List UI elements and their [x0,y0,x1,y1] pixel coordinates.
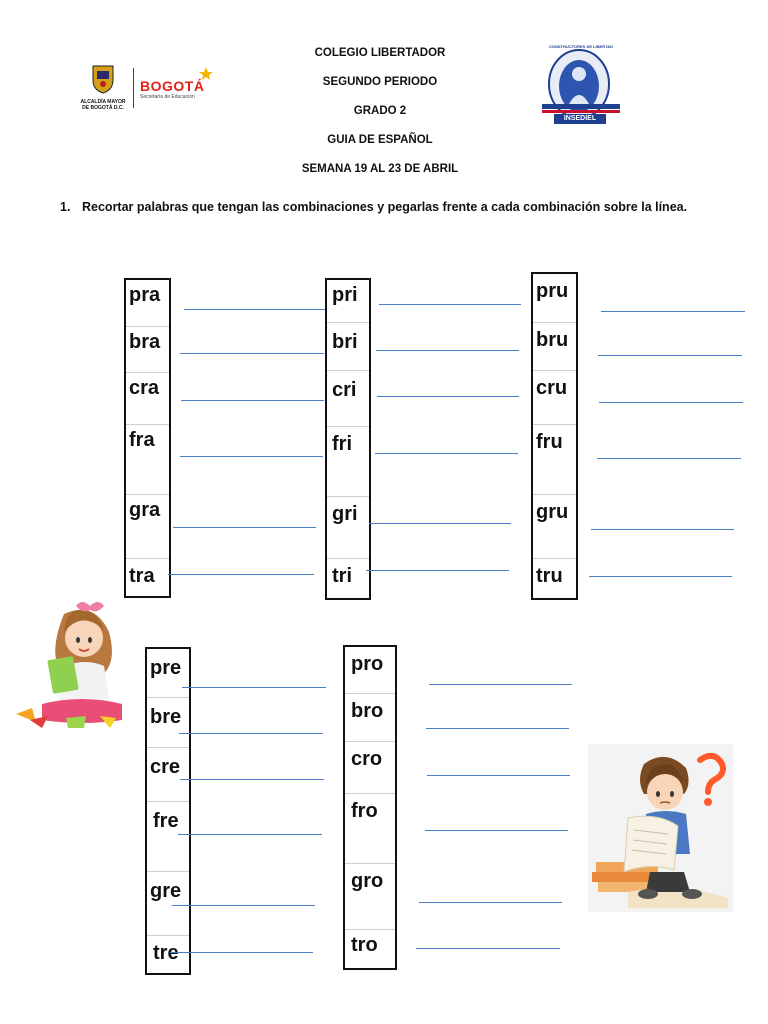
bogota-logo [140,72,220,112]
insediel-arc-text: CONSTRUCTORES DE LIBERTAD [548,44,614,49]
answer-line-bri[interactable] [376,350,519,351]
grade: GRADO 2 [353,105,407,117]
bogota-star-icon [198,66,214,82]
answer-line-cru[interactable] [599,402,743,403]
week: SEMANA 19 AL 23 DE ABRIL [301,163,459,175]
syllable-gru: gru [536,501,569,523]
answer-line-fre[interactable] [178,834,322,835]
cell-cre [147,747,189,802]
answer-line-gru[interactable] [591,529,734,530]
answer-line-cra[interactable] [181,400,324,401]
syllable-gri: gri [332,503,358,525]
cell-cra [126,372,169,425]
answer-line-cri[interactable] [377,396,519,397]
syllable-tra: tra [129,565,155,587]
cell-tre [147,935,189,974]
cell-fri [327,426,369,497]
insediel-logo [542,44,620,128]
logo-divider [133,68,134,108]
answer-line-gri[interactable] [369,523,511,524]
syllable-tro: tro [351,934,378,956]
answer-line-gra[interactable] [173,527,316,528]
cell-gro [345,863,395,930]
answer-line-gre[interactable] [172,905,315,906]
cell-bro [345,693,395,742]
answer-line-tro[interactable] [416,948,560,949]
cell-fre [147,801,189,872]
syllable-fre: fre [153,810,179,832]
syllable-tre: tre [153,942,179,964]
syllable-fru: fru [536,431,563,453]
syllable-pre: pre [150,657,182,679]
syllable-gro: gro [351,870,384,892]
syllable-column-pru [531,272,578,600]
syllable-bru: bru [536,329,569,351]
answer-line-pre[interactable] [182,687,326,688]
instruction-number: 1. [60,200,71,214]
syllable-pra: pra [129,284,161,306]
cell-pra [126,280,169,326]
cell-tru [533,558,576,599]
answer-line-cre[interactable] [180,779,324,780]
answer-line-fru[interactable] [597,458,741,459]
cell-bru [533,322,576,371]
cell-pro [345,647,395,693]
syllable-pru: pru [536,280,569,302]
alcaldia-text-2: DE BOGOTÁ D.C. [82,105,124,111]
syllable-pro: pro [351,653,384,675]
girl-cutting-paper-illustration [12,592,122,732]
syllable-column-pra [124,278,171,598]
answer-line-cro[interactable] [427,775,570,776]
syllable-tru: tru [536,565,563,587]
cell-gre [147,871,189,936]
syllable-gre: gre [150,880,182,902]
cell-pre [147,649,189,697]
alcaldia-logo [78,64,128,114]
cell-bre [147,697,189,748]
syllable-bri: bri [332,331,358,353]
cell-pru [533,274,576,322]
syllable-pri: pri [332,284,358,306]
cell-fra [126,424,169,495]
syllable-tri: tri [332,565,352,587]
instruction [60,200,687,214]
syllable-bre: bre [150,706,182,728]
syllable-column-pro [343,645,397,970]
cell-cri [327,370,369,427]
answer-line-bro[interactable] [426,728,569,729]
syllable-column-pre [145,647,191,975]
cell-tro [345,929,395,968]
alcaldia-text-1: ALCALDÍA MAYOR [80,99,126,105]
syllable-fro: fro [351,800,378,822]
answer-line-gro[interactable] [419,902,562,903]
syllable-column-pri [325,278,371,600]
syllable-gra: gra [129,499,161,521]
cell-tri [327,558,369,599]
guide-title: GUIA DE ESPAÑOL [327,134,433,146]
answer-line-tre[interactable] [170,952,313,953]
answer-line-bru[interactable] [598,355,742,356]
cell-bra [126,326,169,373]
cell-fru [533,424,576,495]
syllable-fri: fri [332,433,352,455]
answer-line-pra[interactable] [184,309,328,310]
secretaria-text: Secretaría de Educación [140,94,195,100]
answer-line-fra[interactable] [180,456,323,457]
school-name: COLEGIO LIBERTADOR [314,47,446,59]
syllable-cri: cri [332,379,357,401]
cell-gra [126,494,169,559]
insediel-label: INSEDIEL [563,115,597,122]
syllable-bro: bro [351,700,384,722]
cell-cro [345,741,395,794]
cell-cru [533,370,576,425]
answer-line-tri[interactable] [366,570,509,571]
answer-line-fri[interactable] [375,453,518,454]
syllable-bra: bra [129,331,161,353]
answer-line-pro[interactable] [429,684,572,685]
syllable-fra: fra [129,429,155,451]
cell-gri [327,496,369,559]
cell-fro [345,793,395,864]
answer-line-bra[interactable] [180,353,324,354]
cell-tra [126,558,169,597]
cell-pri [327,280,369,322]
instruction-text: Recortar palabras que tengan las combinaciones y pegarlas frente a cada combinación sobre la línea. [82,200,688,214]
answer-line-fro[interactable] [425,830,568,831]
answer-line-tra[interactable] [168,574,314,575]
boy-reading-question-illustration [588,744,733,912]
answer-line-pru[interactable] [601,311,745,312]
bogota-wordmark: BOGOTÁ [140,78,205,94]
cell-bri [327,322,369,371]
answer-line-pri[interactable] [379,304,521,305]
period: SEGUNDO PERIODO [322,76,438,88]
syllable-cro: cro [351,748,383,770]
alcaldia-shield-icon [78,64,128,94]
answer-line-tru[interactable] [589,576,732,577]
syllable-cru: cru [536,377,568,399]
syllable-cra: cra [129,377,160,399]
answer-line-bre[interactable] [179,733,323,734]
syllable-cre: cre [150,756,181,778]
cell-gru [533,494,576,559]
